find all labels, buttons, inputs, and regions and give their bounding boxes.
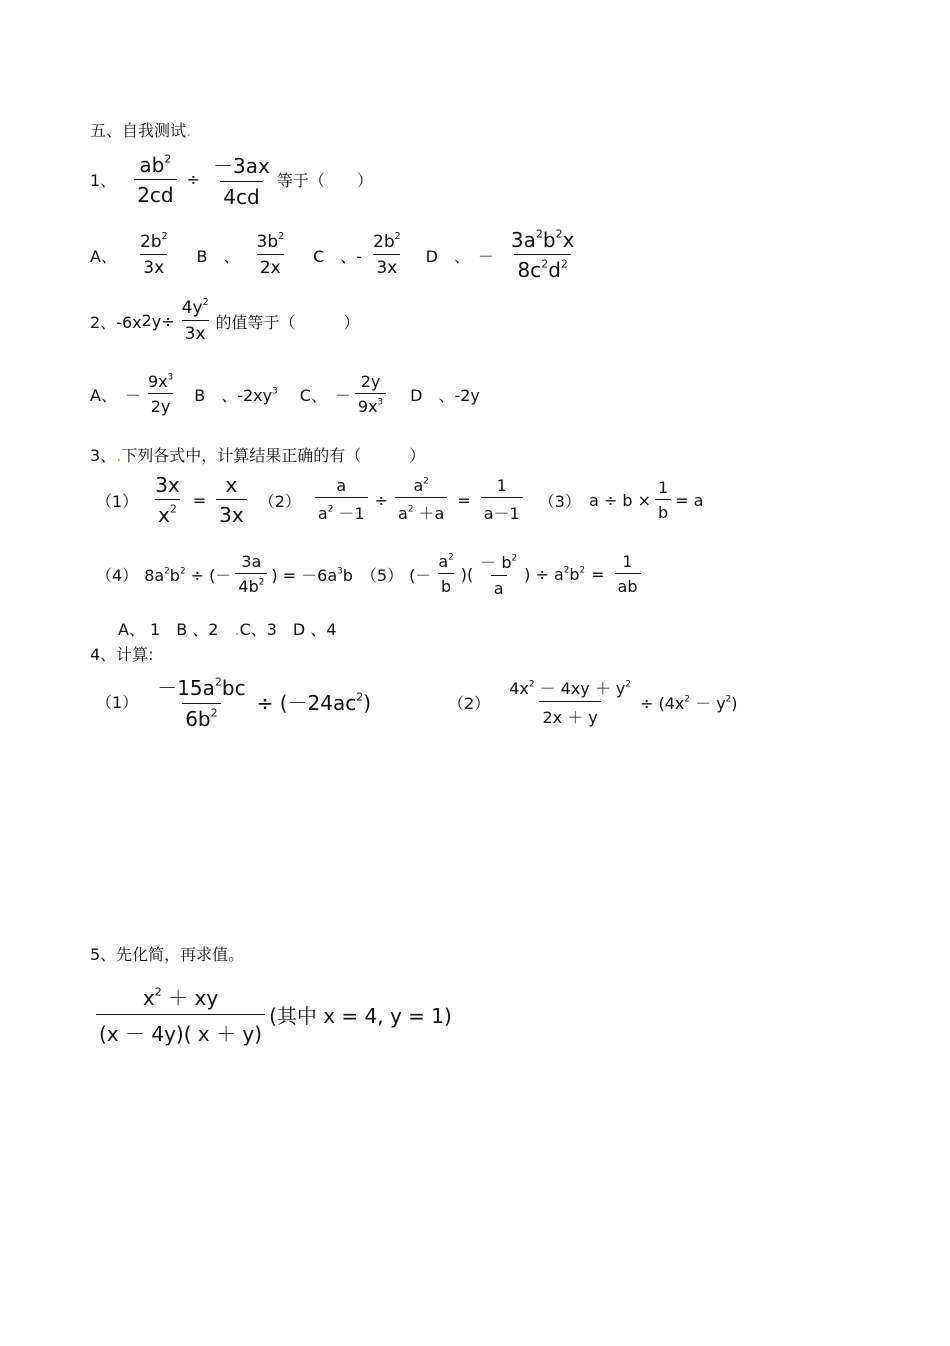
q2-option-d: D 、-2y <box>410 385 480 405</box>
q2-option-a: $\frac{9x^3}{2y}$ <box>147 372 174 416</box>
q1-option-d: $\frac{3a^2b^2x}{8c^2d^2}$ <box>510 227 575 282</box>
q2-tail: 的值等于（ ） <box>215 312 360 332</box>
q2-option-c: $\frac{2y}{9x^3}$ <box>355 372 386 416</box>
q1-tail: 等于（ ） <box>276 171 373 190</box>
q3-item-1: $\frac{3x}{x^2}$ <box>155 473 180 527</box>
q2-fraction: $\frac{4y^2}{3x}$ <box>181 297 209 344</box>
q1-option-b: $\frac{3b^2}{2x}$ <box>256 231 285 278</box>
q3-items-row-2: （4） $8a^2b^2$ ÷ (－ $\frac{3a}{4b^2}$ ) = $-6a^3b$ （5） (－ $\frac{a^2}{b}$ )( $\frac{- b^2}{a}$ ) ÷ $a^2b^2$ = $\frac{1}{ab}$ <box>96 550 645 598</box>
q3-item-5: (－ <box>409 565 432 585</box>
q3-item-4: $8a^2b^2$ ÷ (－ <box>144 565 232 585</box>
q2-option-b: B 、$-2xy^3$ <box>194 385 278 405</box>
q5-expression: $\frac{x^2 + xy}{(x - 4y)( x + y)}$ (其中 x = 4, y = 1) <box>92 982 452 1047</box>
q1-options: A、 $\frac{2b^2}{3x}$ B 、 $\frac{3b^2}{2x}$ C 、- $\frac{2b^2}{3x}$ D 、 － $\frac{3a^2b^2x}{8c^2d^2}$ <box>90 228 581 282</box>
section-title: 五、自我测试. <box>90 121 192 140</box>
q3-choices: A、 1 B 、2 .C、3 D 、4 <box>118 620 337 639</box>
q5-condition: (其中 x = 4, y = 1) <box>269 1004 452 1028</box>
question-2: 2、-6x 2 y÷ $\frac{4y^2}{3x}$ 的值等于（ ） <box>90 297 360 344</box>
q4-part-2: （2） $\frac{4x^2 - 4xy + y^2}{2x + y}$ ÷ $(4x^2 - y^2)$ <box>448 679 738 727</box>
question-1: 1、 $\frac{ab^2}{2cd}$ ÷ $\frac{-3ax}{4cd}$ 等于（ ） <box>90 150 373 209</box>
question-5: 5、先化简，再求值。 <box>90 945 245 964</box>
q1-option-a: $\frac{2b^2}{3x}$ <box>139 231 168 278</box>
question-4: 4、计算: <box>90 645 154 664</box>
q3-item-2: $\frac{a}{a^2 -1}$ <box>315 476 368 524</box>
q1-option-c: $\frac{2b^2}{3x}$ <box>373 231 401 278</box>
q4-part-1: （1） $\frac{-15a^2bc}{6b^2}$ ÷ $(-24ac^2)$ <box>96 675 372 731</box>
q1-label: 1、 <box>90 171 117 190</box>
q3-items-row-1: （1） $\frac{3x}{x^2}$ = $\frac{x}{3x}$ （2） $\frac{a}{a^2 -1}$ ÷ $\frac{a^2}{a^2 +a}$ = $\frac{1}{a-1}$ （3） a ÷ b × $\frac{1}{b}$ = a <box>96 473 704 527</box>
question-3: 3、.下列各式中，计算结果正确的有（ ） <box>90 446 426 465</box>
q1-fraction-2: $\frac{-3ax}{4cd}$ <box>213 154 270 209</box>
q1-fraction-1: $\frac{ab^2}{2cd}$ <box>134 153 176 207</box>
q2-options: A、 － $\frac{9x^3}{2y}$ B 、$-2xy^3$ C、 － $\frac{2y}{9x^3}$ D 、-2y <box>90 372 480 416</box>
q3-item-3: a ÷ b × <box>588 490 651 510</box>
